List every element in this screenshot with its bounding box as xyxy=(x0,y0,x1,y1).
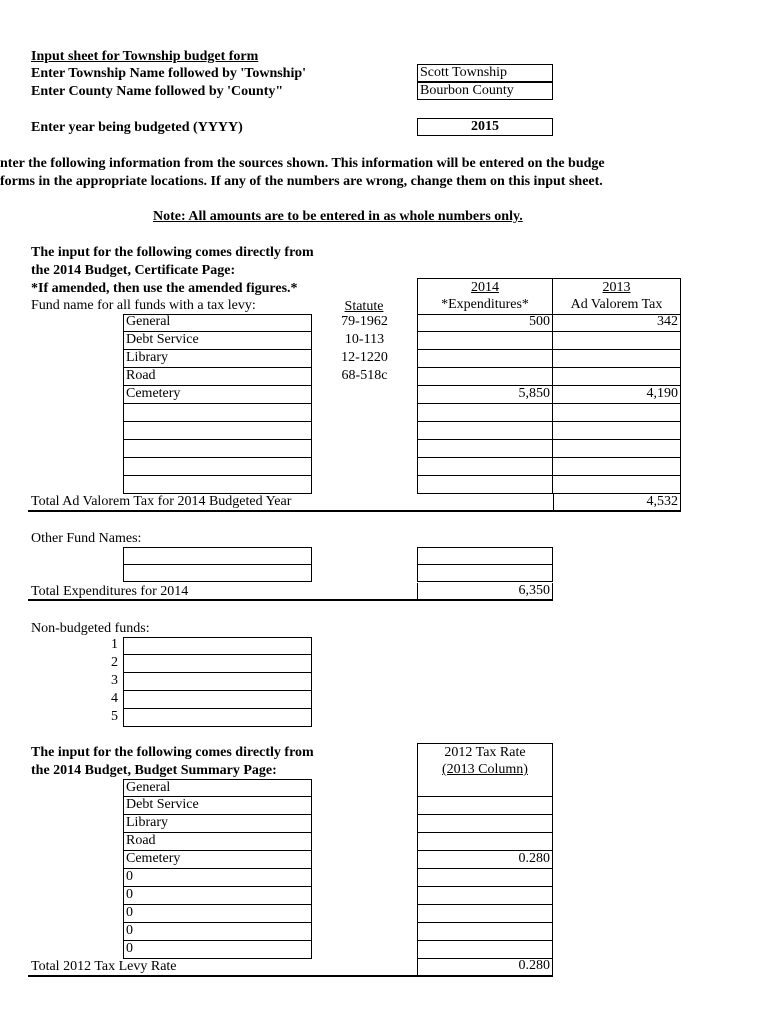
expenditures-cell[interactable]: 5,850 xyxy=(417,386,553,404)
summary-fund-cell[interactable]: Cemetery xyxy=(123,851,312,869)
ad-valorem-cell[interactable] xyxy=(553,404,681,422)
tax-rate-cell[interactable]: 0.280 xyxy=(417,851,553,869)
whole-numbers-note: Note: All amounts are to be entered in as whole numbers only. xyxy=(153,209,523,224)
amount-table-top-rule xyxy=(417,314,681,315)
ad-valorem-year: 2013 xyxy=(602,280,631,295)
fund-name-cell[interactable] xyxy=(123,404,312,422)
statute-cell xyxy=(312,422,417,440)
summary-fund-cell[interactable]: General xyxy=(123,779,312,797)
tax-rate-cell[interactable] xyxy=(417,869,553,887)
ad-valorem-cell[interactable] xyxy=(553,458,681,476)
certificate-intro-1: The input for the following comes directly from xyxy=(31,245,314,260)
fund-name-label: Fund name for all funds with a tax levy: xyxy=(31,298,256,313)
nonbudgeted-number: 5 xyxy=(111,709,118,724)
fund-name-cell[interactable]: Road xyxy=(123,368,312,386)
nonbudgeted-fund-field[interactable] xyxy=(123,637,312,655)
form-title: Input sheet for Township budget form xyxy=(31,49,259,64)
tax-rate-header: 2012 Tax Rate xyxy=(444,745,526,760)
ad-valorem-cell[interactable] xyxy=(553,440,681,458)
nonbudgeted-fund-field[interactable] xyxy=(123,673,312,691)
ad-valorem-cell[interactable] xyxy=(553,368,681,386)
other-fund-amount-2[interactable] xyxy=(417,564,553,582)
tax-rate-cell[interactable] xyxy=(417,941,553,959)
year-prompt: Enter year being budgeted (YYYY) xyxy=(31,120,243,135)
nonbudgeted-fund-field[interactable] xyxy=(123,691,312,709)
other-fund-names-label: Other Fund Names: xyxy=(31,531,142,546)
total-tax-levy-value: 0.280 xyxy=(417,958,553,976)
summary-fund-cell[interactable]: Debt Service xyxy=(123,797,312,815)
year-field[interactable]: 2015 xyxy=(417,118,553,136)
summary-fund-cell[interactable]: 0 xyxy=(123,887,312,905)
summary-fund-cell[interactable]: Road xyxy=(123,833,312,851)
fund-name-cell[interactable] xyxy=(123,440,312,458)
nonbudgeted-number: 4 xyxy=(111,691,118,706)
fund-name-cell[interactable]: Debt Service xyxy=(123,332,312,350)
summary-fund-cell[interactable]: 0 xyxy=(123,869,312,887)
tax-rate-cell[interactable] xyxy=(417,815,553,833)
ad-valorem-header-box xyxy=(553,278,681,314)
certificate-intro-3: *If amended, then use the amended figures.* xyxy=(31,281,298,296)
total-expenditures-value: 6,350 xyxy=(417,583,553,601)
total-ad-valorem-value: 4,532 xyxy=(553,494,681,512)
summary-intro-2: the 2014 Budget, Budget Summary Page: xyxy=(31,763,277,778)
ad-valorem-cell[interactable]: 4,190 xyxy=(553,386,681,404)
tax-rate-cell[interactable] xyxy=(417,887,553,905)
other-fund-name-2[interactable] xyxy=(123,564,312,582)
fund-name-cell[interactable]: Library xyxy=(123,350,312,368)
expenditures-header: *Expenditures* xyxy=(441,297,529,312)
fund-name-cell[interactable] xyxy=(123,458,312,476)
fund-name-cell[interactable]: Cemetery xyxy=(123,386,312,404)
summary-fund-cell[interactable]: Library xyxy=(123,815,312,833)
tax-rate-cell[interactable] xyxy=(417,905,553,923)
fund-name-cell[interactable]: General xyxy=(123,314,312,332)
statute-cell: 79-1962 xyxy=(341,314,388,329)
county-prompt: Enter County Name followed by 'County" xyxy=(31,84,284,99)
ad-valorem-cell[interactable]: 342 xyxy=(553,314,681,332)
nonbudgeted-number: 1 xyxy=(111,637,118,652)
ad-valorem-cell[interactable] xyxy=(553,476,681,494)
township-name-field[interactable]: Scott Township xyxy=(417,64,553,82)
tax-rate-header-box xyxy=(417,743,553,779)
expenditures-cell[interactable]: 500 xyxy=(417,314,553,332)
tax-rate-cell[interactable] xyxy=(417,833,553,851)
statute-cell xyxy=(312,404,417,422)
fund-table-top-rule xyxy=(123,314,312,315)
statute-cell: 68-518c xyxy=(341,368,388,383)
summary-fund-cell[interactable]: 0 xyxy=(123,941,312,959)
expenditures-header-box xyxy=(417,278,553,314)
other-fund-amount-1[interactable] xyxy=(417,547,553,565)
expenditures-year: 2014 xyxy=(471,280,499,295)
instructions-line-2: forms in the appropriate locations. If any of the numbers are wrong, change them on this input sheet. xyxy=(0,174,603,189)
ad-valorem-cell[interactable] xyxy=(553,350,681,368)
summary-fund-cell[interactable]: 0 xyxy=(123,905,312,923)
certificate-intro-2: the 2014 Budget, Certificate Page: xyxy=(31,263,236,278)
statute-header: Statute xyxy=(344,299,384,314)
township-prompt: Enter Township Name followed by 'Township' xyxy=(31,66,307,81)
expenditures-cell[interactable] xyxy=(417,350,553,368)
tax-rate-cell[interactable] xyxy=(417,797,553,815)
nonbudgeted-fund-field[interactable] xyxy=(123,655,312,673)
expenditures-cell[interactable] xyxy=(417,422,553,440)
statute-cell: 12-1220 xyxy=(341,350,388,365)
tax-rate-column: (2013 Column) xyxy=(442,762,528,777)
fund-name-cell[interactable] xyxy=(123,476,312,494)
ad-valorem-cell[interactable] xyxy=(553,422,681,440)
statute-cell: 10-113 xyxy=(344,332,385,347)
nonbudgeted-number: 2 xyxy=(111,655,118,670)
statute-cell xyxy=(312,386,417,404)
county-name-field[interactable]: Bourbon County xyxy=(417,82,553,100)
nonbudgeted-label: Non-budgeted funds: xyxy=(31,621,150,636)
instructions-line-1: nter the following information from the sources shown. This information will be entered on the budge xyxy=(0,156,605,171)
ad-valorem-cell[interactable] xyxy=(553,332,681,350)
statute-cell xyxy=(312,440,417,458)
total-expenditures-label: Total Expenditures for 2014 xyxy=(31,584,189,599)
statute-cell xyxy=(312,476,417,494)
total-tax-levy-label: Total 2012 Tax Levy Rate xyxy=(31,959,177,974)
expenditures-cell[interactable] xyxy=(417,404,553,422)
nonbudgeted-number: 3 xyxy=(111,673,118,688)
fund-name-cell[interactable] xyxy=(123,422,312,440)
statute-cell xyxy=(312,458,417,476)
tax-rate-cell[interactable] xyxy=(417,779,553,797)
nonbudgeted-fund-field[interactable] xyxy=(123,709,312,727)
other-fund-name-1[interactable] xyxy=(123,547,312,565)
ad-valorem-header: Ad Valorem Tax xyxy=(570,297,663,312)
expenditures-cell[interactable] xyxy=(417,458,553,476)
tax-rate-cell[interactable] xyxy=(417,923,553,941)
summary-intro-1: The input for the following comes directly from xyxy=(31,745,314,760)
total-ad-valorem-label: Total Ad Valorem Tax for 2014 Budgeted Year xyxy=(31,494,292,509)
expenditures-cell[interactable] xyxy=(417,368,553,386)
expenditures-cell[interactable] xyxy=(417,440,553,458)
expenditures-cell[interactable] xyxy=(417,332,553,350)
summary-fund-cell[interactable]: 0 xyxy=(123,923,312,941)
expenditures-cell[interactable] xyxy=(417,476,553,494)
